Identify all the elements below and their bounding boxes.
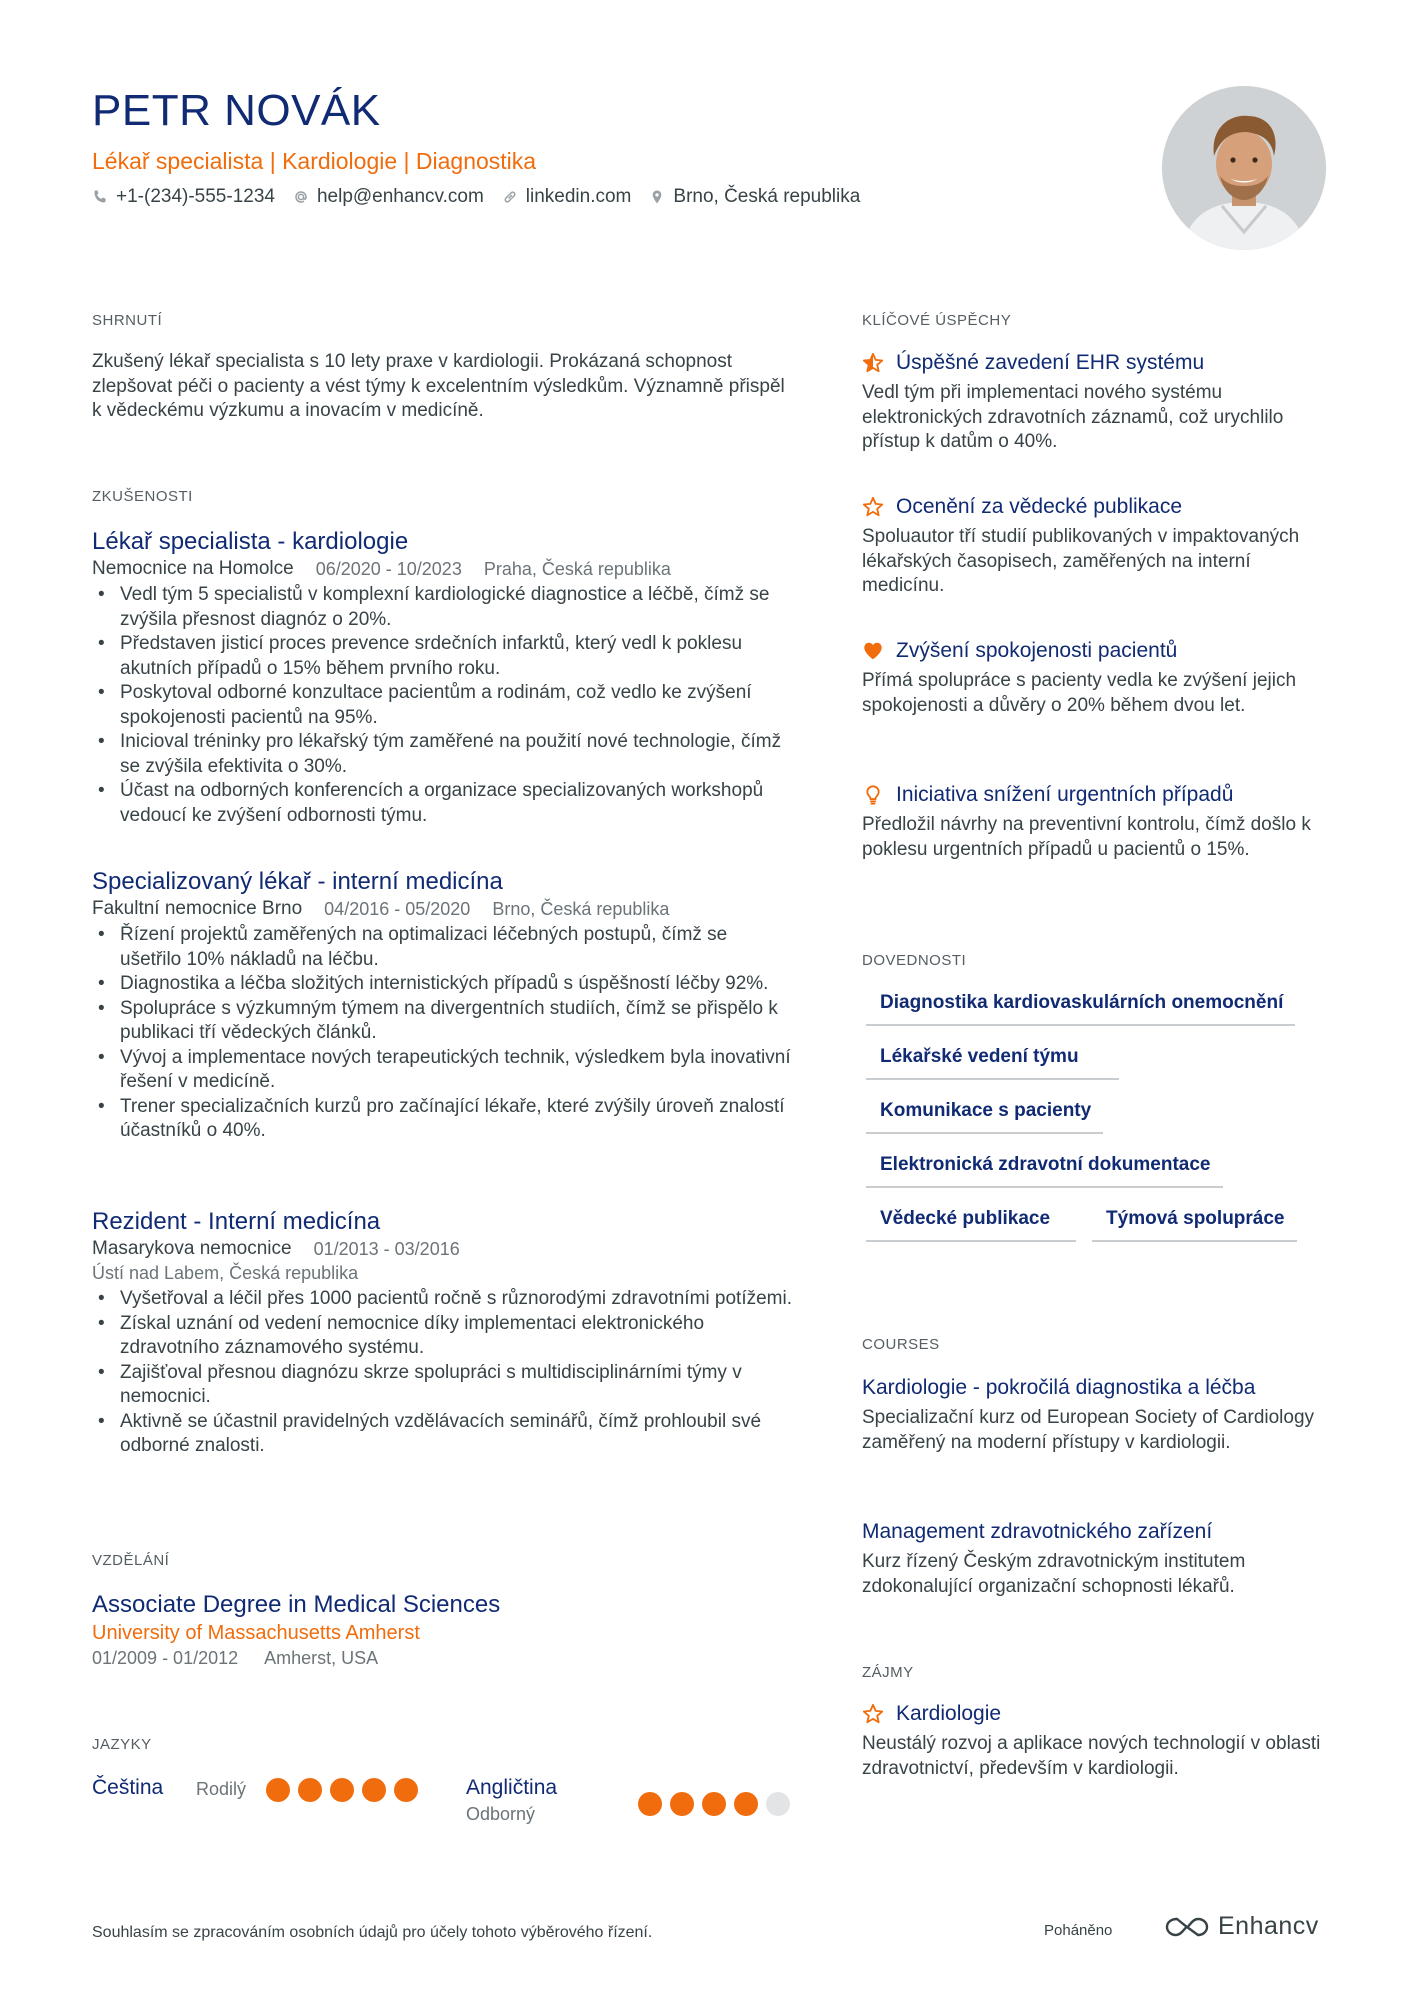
brand-name: Enhancv bbox=[1218, 1912, 1319, 1940]
job-title: Rezident - Interní medicína bbox=[92, 1208, 381, 1235]
job-bullets bbox=[92, 1287, 792, 1459]
job-location: Ústí nad Labem, Česká republika bbox=[92, 1263, 359, 1283]
experience-entry bbox=[92, 1207, 792, 1459]
language-level: Rodilý bbox=[196, 1779, 247, 1799]
contact-email[interactable] bbox=[293, 186, 484, 208]
achievement-item bbox=[862, 349, 1322, 455]
email-text: help@enhancv.com bbox=[316, 186, 484, 207]
experience-entry bbox=[92, 527, 792, 828]
section-title-summary: SHRNUTÍ bbox=[92, 312, 163, 329]
language-rating bbox=[266, 1778, 418, 1802]
education-location: Amherst, USA bbox=[264, 1648, 379, 1668]
bullet-item: • Účast na odborných konferencích a organizace specializovaných workshopů vedoucí ke zvýšení odbornosti týmu. bbox=[92, 779, 792, 828]
heart-icon bbox=[862, 640, 884, 662]
enhancv-logo[interactable] bbox=[1164, 1912, 1319, 1941]
section-title-experience: ZKUŠENOSTI bbox=[92, 488, 193, 505]
company-name: Nemocnice na Homolce bbox=[92, 558, 294, 579]
experience-entry bbox=[92, 867, 792, 1144]
bullet-item: • Vedl tým 5 specialistů v komplexní kardiologické diagnostice a léčbě, čímž se zvýšila přesnost diagnóz o 20%. bbox=[92, 583, 792, 632]
profile-photo bbox=[1162, 86, 1326, 250]
achievement-title: Úspěšné zavedení EHR systému bbox=[896, 351, 1205, 374]
skills-list bbox=[866, 990, 1326, 1260]
language-item bbox=[92, 1776, 163, 1800]
achievement-title: Zvýšení spokojenosti pacientů bbox=[896, 639, 1178, 662]
contact-location bbox=[649, 186, 860, 208]
phone-text: +1-(234)-555-1234 bbox=[116, 186, 275, 207]
bullet-item: • Vývoj a implementace nových terapeutických technik, výsledkem byla inovativní řešení v medicíně. bbox=[92, 1046, 792, 1095]
section-title-skills: DOVEDNOSTI bbox=[862, 952, 967, 969]
lightbulb-icon bbox=[862, 784, 884, 806]
powered-by-label: Poháněno bbox=[1044, 1922, 1113, 1939]
achievement-text: Přímá spolupráce s pacienty vedla ke zvýšení jejich spokojenosti a důvěry o 20% během dvou let. bbox=[862, 670, 1297, 716]
section-title-education: VZDĚLÁNÍ bbox=[92, 1552, 170, 1569]
rating-dot-filled bbox=[394, 1778, 418, 1802]
job-dates: 04/2016 - 05/2020 bbox=[324, 899, 471, 919]
rating-dot-filled bbox=[330, 1778, 354, 1802]
bullet-item: • Zajišťoval přesnou diagnózu skrze spolupráci s multidisciplinárními týmy v nemocnici. bbox=[92, 1361, 792, 1410]
candidate-headline: Lékař specialista | Kardiologie | Diagnostika bbox=[92, 148, 537, 174]
job-title: Lékař specialista - kardiologie bbox=[92, 528, 409, 555]
summary-text: Zkušený lékař specialista s 10 lety praxe v kardiologii. Prokázaná schopnost zlepšovat péči o pacienty a vést týmy k excelentním výsledkům. Významně přispěl k vědeckému výzkumu a inovacím v medicíně. bbox=[92, 351, 785, 421]
rating-dot-filled bbox=[670, 1792, 694, 1816]
job-location: Brno, Česká republika bbox=[492, 899, 670, 919]
bullet-item: • Řízení projektů zaměřených na optimalizaci léčebných postupů, čímž se ušetřilo 10% nákladů na léčbu. bbox=[92, 923, 792, 972]
rating-dot-filled bbox=[362, 1778, 386, 1802]
consent-note: Souhlasím se zpracováním osobních údajů pro účely tohoto výběrového řízení. bbox=[92, 1924, 653, 1941]
job-bullets bbox=[92, 923, 792, 1144]
job-title: Specializovaný lékař - interní medicína bbox=[92, 868, 503, 895]
achievement-title: Iniciativa snížení urgentních případů bbox=[896, 783, 1234, 806]
star-outline-icon bbox=[862, 1703, 884, 1725]
bullet-item: • Inicioval tréninky pro lékařský tým zaměřené na použití nové technologie, čímž se zvýšila efektivita o 30%. bbox=[92, 730, 792, 779]
location-pin-icon bbox=[649, 189, 665, 205]
skill-tag: Komunikace s pacienty bbox=[866, 1098, 1103, 1134]
contact-phone[interactable] bbox=[92, 186, 275, 208]
job-dates: 01/2013 - 03/2016 bbox=[313, 1239, 460, 1259]
interest-title: Kardiologie bbox=[896, 1702, 1002, 1725]
language-level: Odborný bbox=[466, 1804, 536, 1824]
language-rating bbox=[638, 1792, 790, 1816]
course-title: Kardiologie - pokročilá diagnostika a léčba bbox=[862, 1376, 1256, 1399]
skill-tag: Týmová spolupráce bbox=[1092, 1206, 1296, 1242]
course-description: Specializační kurz od European Society of Cardiology zaměřený na moderní přístupy v kardiologii. bbox=[862, 1407, 1315, 1453]
achievement-text: Vedl tým při implementaci nového systému elektronických zdravotních záznamů, což urychlilo přístup k datům o 40%. bbox=[862, 382, 1284, 452]
section-title-courses: COURSES bbox=[862, 1336, 940, 1353]
achievement-item bbox=[862, 493, 1322, 599]
course-description: Kurz řízený Českým zdravotnickým institutem zdokonalující organizační schopnosti lékařů. bbox=[862, 1551, 1246, 1597]
bullet-item: • Diagnostika a léčba složitých internistických případů s úspěšností léčby 92%. bbox=[92, 972, 792, 997]
rating-dot-filled bbox=[734, 1792, 758, 1816]
education-dates: 01/2009 - 01/2012 bbox=[92, 1648, 239, 1668]
course-title: Management zdravotnického zařízení bbox=[862, 1520, 1213, 1543]
achievement-item bbox=[862, 637, 1322, 718]
rating-dot-filled bbox=[702, 1792, 726, 1816]
rating-dot-filled bbox=[638, 1792, 662, 1816]
course-item bbox=[862, 1518, 1322, 1599]
contact-linkedin[interactable] bbox=[502, 186, 632, 208]
linkedin-text: linkedin.com bbox=[525, 186, 632, 207]
job-dates: 06/2020 - 10/2023 bbox=[315, 559, 462, 579]
bullet-item: • Představen jisticí proces prevence srdečních infarktů, který vedl k poklesu akutních případů o 15% během prvního roku. bbox=[92, 632, 792, 681]
achievement-title: Ocenění za vědecké publikace bbox=[896, 495, 1183, 518]
company-name: Masarykova nemocnice bbox=[92, 1238, 292, 1259]
rating-dot-filled bbox=[298, 1778, 322, 1802]
language-name: Čeština bbox=[92, 1776, 164, 1799]
skill-tag: Lékařské vedení týmu bbox=[866, 1044, 1119, 1080]
section-title-languages: JAZYKY bbox=[92, 1736, 152, 1753]
achievement-text: Předložil návrhy na preventivní kontrolu, čímž došlo k poklesu urgentních případů u pacientů o 15%. bbox=[862, 814, 1311, 860]
skill-tag: Elektronická zdravotní dokumentace bbox=[866, 1152, 1223, 1188]
star-outline-icon bbox=[862, 496, 884, 518]
company-name: Fakultní nemocnice Brno bbox=[92, 898, 303, 919]
at-icon bbox=[293, 189, 309, 205]
bullet-item: • Aktivně se účastnil pravidelných vzdělávacích seminářů, čímž prohloubil své odborné znalosti. bbox=[92, 1410, 792, 1459]
interest-text: Neustálý rozvoj a aplikace nových technologií v oblasti zdravotnictví, především v kardiologii. bbox=[862, 1733, 1321, 1779]
location-text: Brno, Česká republika bbox=[673, 186, 861, 207]
achievement-text: Spoluautor tří studií publikovaných v impaktovaných lékařských časopisech, zaměřených na interní medicínu. bbox=[862, 526, 1300, 596]
bullet-item: • Vyšetřoval a léčil přes 1000 pacientů ročně s různorodými zdravotními potížemi. bbox=[92, 1287, 792, 1312]
contact-bar bbox=[92, 186, 860, 208]
course-item bbox=[862, 1374, 1322, 1455]
education-entry bbox=[92, 1590, 792, 1670]
language-item bbox=[466, 1776, 557, 1825]
link-icon bbox=[502, 189, 518, 205]
bullet-item: • Poskytoval odborné konzultace pacientům a rodinám, což vedlo ke zvýšení spokojenosti pacientů na 95%. bbox=[92, 681, 792, 730]
school-name: University of Massachusetts Amherst bbox=[92, 1622, 420, 1644]
language-name: Angličtina bbox=[466, 1776, 558, 1799]
bullet-item: • Spolupráce s výzkumným týmem na divergentních studiích, čímž se přispělo k publikaci tří vědeckých článků. bbox=[92, 997, 792, 1046]
achievement-item bbox=[862, 781, 1322, 862]
candidate-name: PETR NOVÁK bbox=[92, 86, 381, 135]
bullet-item: • Získal uznání od vedení nemocnice díky implementaci elektronického zdravotního záznamového systému. bbox=[92, 1312, 792, 1361]
phone-icon bbox=[92, 189, 108, 205]
enhancv-logo-icon bbox=[1164, 1914, 1210, 1940]
star-half-icon bbox=[862, 352, 884, 374]
job-bullets bbox=[92, 583, 792, 828]
section-title-interests: ZÁJMY bbox=[862, 1664, 914, 1681]
rating-dot-filled bbox=[266, 1778, 290, 1802]
degree-title: Associate Degree in Medical Sciences bbox=[92, 1591, 501, 1618]
section-title-achievements: KLÍČOVÉ ÚSPĚCHY bbox=[862, 312, 1012, 329]
interest-item bbox=[862, 1700, 1322, 1781]
skill-tag: Vědecké publikace bbox=[866, 1206, 1076, 1242]
language-level-wrap bbox=[196, 1779, 246, 1800]
skill-tag: Diagnostika kardiovaskulárních onemocnění bbox=[866, 990, 1295, 1026]
bullet-item: • Trener specializačních kurzů pro začínající lékaře, které zvýšily úroveň znalostí účastníků o 40%. bbox=[92, 1095, 792, 1144]
job-location: Praha, Česká republika bbox=[483, 559, 671, 579]
rating-dot-empty bbox=[766, 1792, 790, 1816]
